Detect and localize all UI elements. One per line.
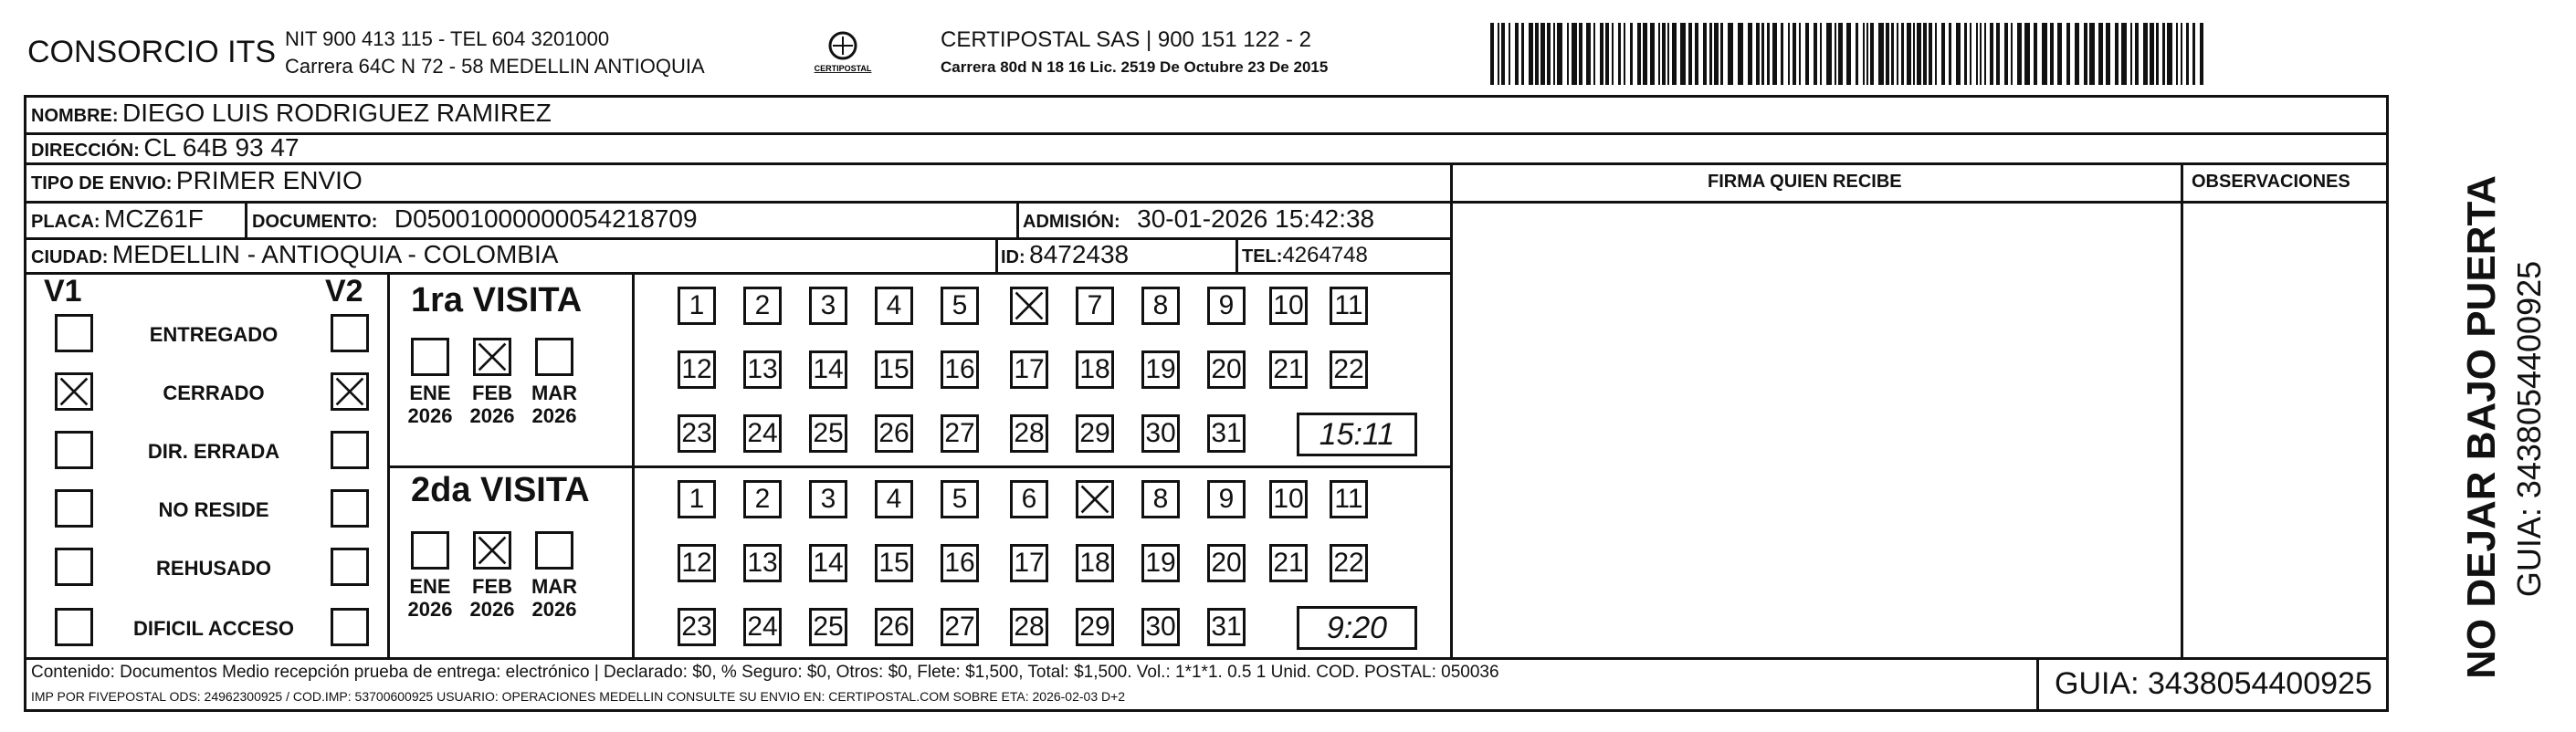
second-visit-day-24[interactable]: 24 [743,608,782,646]
month-year: 2026 [531,404,577,427]
footer-imp: IMP POR FIVEPOSTAL ODS: 24962300925 / COD.IMP: 53700600925 USUARIO: OPERACIONES MEDELLIN CONSULTE SU ENVIO EN: CERTIPOSTAL.COM SOBRE ETA: 2026-02-03 D+2 [31,689,1126,704]
company-name: CONSORCIO ITS [27,35,277,69]
barcode-bar [1521,23,1524,85]
first-visit-month-checkbox-mar[interactable] [535,338,573,376]
footer-guia: GUIA: 3438054400925 [2055,666,2372,701]
barcode-bar [1820,23,1822,85]
barcode-bar [1630,23,1633,85]
status-label: CERRADO [163,382,265,404]
second-visit-day-12[interactable]: 12 [678,544,716,582]
barcode-bar [1891,23,1894,85]
logo-text: CERTIPOSTAL [814,64,872,73]
second-visit-day-22[interactable]: 22 [1330,544,1368,582]
barcode-bar [2057,23,2062,85]
company-nit: NIT 900 413 115 - TEL 604 3201000 [285,27,610,50]
barcode-bar [2011,23,2013,85]
second-visit-day-7[interactable] [1076,480,1114,518]
barcode-bar [1781,23,1783,85]
tipo-envio-label: TIPO DE ENVIO: [31,173,173,193]
first-visit-month-checkbox-ene[interactable] [411,338,449,376]
v2-checkbox[interactable] [331,314,369,352]
barcode-bar [1814,23,1817,85]
barcode-bar [2135,23,2139,85]
barcode-bar [1720,23,1723,85]
barcode-bar [2089,23,2095,85]
barcode-bar [1941,23,1945,85]
barcode-bar [1658,23,1660,85]
second-visit-day-18[interactable]: 18 [1076,544,1114,582]
v2-checkbox[interactable] [331,489,369,528]
month-year: 2026 [407,598,453,621]
second-visit-day-8[interactable]: 8 [1141,480,1180,518]
barcode-bar [1643,23,1647,85]
admision-value: 30-01-2026 15:42:38 [1137,204,1375,233]
second-visit-month-checkbox-mar[interactable] [535,531,573,570]
barcode-bar [1600,23,1603,85]
month-year: 2026 [407,404,453,427]
tel-value: 4264748 [1282,243,1368,267]
barcode-bar [1805,23,1809,85]
form-frame [24,95,2389,712]
carrier-name: CERTIPOSTAL SAS | 900 151 122 - 2 [941,27,1311,52]
barcode-bar [1547,23,1551,85]
barcode-bar [1714,23,1719,85]
barcode-bar [1540,23,1545,85]
barcode-bar [1637,23,1641,85]
second-visit-day-1[interactable]: 1 [678,480,716,518]
barcode-bar [2106,23,2110,85]
second-visit-day-16[interactable]: 16 [941,544,979,582]
barcode-bar [2176,23,2178,85]
barcode-bar [2115,23,2119,85]
barcode-bar [1772,23,1777,85]
first-visit-day-28[interactable]: 28 [1010,414,1048,453]
barcode-bar [1901,23,1904,85]
v1-checkbox[interactable] [55,548,93,586]
barcode-bar [1728,23,1733,85]
first-visit-day-18[interactable]: 18 [1076,350,1114,389]
barcode-bar [2192,23,2195,85]
barcode-bar [1515,23,1519,85]
second-visit-month-checkbox-ene[interactable] [411,531,449,570]
second-visit-day-5[interactable]: 5 [941,480,979,518]
first-visit-day-29[interactable]: 29 [1076,414,1114,453]
observaciones-label: OBSERVACIONES [2192,172,2350,192]
second-visit-day-27[interactable]: 27 [941,608,979,646]
barcode-bar [1650,23,1655,85]
barcode-bar [2143,23,2148,85]
barcode-bar [2066,23,2070,85]
barcode-bar [2042,23,2047,85]
month-name: ENE [409,575,451,598]
barcode-bar [1793,23,1796,85]
barcode-bar [1688,23,1692,85]
second-visit-day-9[interactable]: 9 [1207,480,1246,518]
first-visit-month-label [465,382,520,427]
barcode-bar [1553,23,1555,85]
second-visit-day-31[interactable]: 31 [1207,608,1246,646]
second-visit-day-30[interactable]: 30 [1141,608,1180,646]
barcode-bar [1572,23,1577,85]
first-visit-day-9[interactable]: 9 [1207,287,1246,325]
month-name: FEB [472,575,512,598]
second-visit-month-checkbox-feb[interactable] [473,531,511,570]
status-label: ENTREGADO [149,323,279,346]
first-visit-day-19[interactable]: 19 [1141,350,1180,389]
second-visit-time-box[interactable]: 9:20 [1297,606,1417,650]
barcode-bar [1579,23,1582,85]
barcode-bar [1709,23,1712,85]
barcode-bar [1870,23,1874,85]
barcode-bar [1748,23,1752,85]
first-visit-day-30[interactable]: 30 [1141,414,1180,453]
placa-value: MCZ61F [104,204,204,233]
barcode-bar [2034,23,2037,85]
month-year: 2026 [469,598,515,621]
carrier-address: Carrera 80d N 18 16 Lic. 2519 De Octubre 23 De 2015 [941,58,1329,76]
barcode-bar [1846,23,1851,85]
no-dejar-warning: NO DEJAR BAJO PUERTA [2459,175,2504,679]
first-visit-day-12[interactable]: 12 [678,350,716,389]
barcode-bar [1866,23,1868,85]
first-visit-day-1[interactable]: 1 [678,287,716,325]
first-visit-day-23[interactable]: 23 [678,414,716,453]
barcode-bar [1593,23,1595,85]
barcode-bar [2075,23,2079,85]
barcode-bar [1976,23,1978,85]
barcode-bar [2200,23,2203,85]
barcode-bar [2050,23,2054,85]
barcode-bar [1624,23,1625,85]
barcode-bar [2024,23,2030,85]
first-visit-day-24[interactable]: 24 [743,414,782,453]
barcode-bar [1586,23,1591,85]
company-address: Carrera 64C N 72 - 58 MEDELLIN ANTIOQUIA [285,55,705,78]
barcode-bar [2098,23,2103,85]
admision-label: ADMISIÓN: [1023,212,1120,232]
first-visit-day-16[interactable]: 16 [941,350,979,389]
barcode-bar [1490,23,1494,85]
first-visit-title: 1ra VISITA [411,281,583,319]
first-visit-day-6[interactable] [1010,287,1048,325]
second-visit-month-label [527,575,582,621]
first-visit-day-13[interactable]: 13 [743,350,782,389]
barcode-bar [1535,23,1539,85]
first-visit-day-15[interactable]: 15 [875,350,913,389]
status-label: REHUSADO [156,557,271,580]
second-visit-day-23[interactable]: 23 [678,608,716,646]
v1-checkbox[interactable] [55,372,93,411]
barcode-bar [1756,23,1760,85]
barcode-bar [2186,23,2189,85]
v1-checkbox[interactable] [55,314,93,352]
id-label: ID: [1001,247,1025,267]
ciudad-label: CIUDAD: [31,247,109,267]
second-visit-day-20[interactable]: 20 [1207,544,1246,582]
first-visit-day-21[interactable]: 21 [1269,350,1308,389]
first-visit-day-14[interactable]: 14 [809,350,847,389]
second-visit-title: 2da VISITA [411,471,590,509]
barcode-bar [1856,23,1858,85]
barcode-bar [1612,23,1614,85]
barcode-bar [1826,23,1832,85]
second-visit-day-21[interactable]: 21 [1269,544,1308,582]
barcode-bar [1835,23,1836,85]
barcode-bar [1984,23,1986,85]
first-visit-day-22[interactable]: 22 [1330,350,1368,389]
barcode-bar [2162,23,2165,85]
v2-label: V2 [325,274,363,308]
barcode-bar [1886,23,1889,85]
v1-checkbox[interactable] [55,489,93,528]
barcode-bar [1878,23,1884,85]
direccion-value: CL 64B 93 47 [143,133,300,162]
first-visit-day-17[interactable]: 17 [1010,350,1048,389]
second-visit-day-28[interactable]: 28 [1010,608,1048,646]
barcode-bar [1799,23,1801,85]
barcode-bar [2167,23,2172,85]
v2-checkbox[interactable] [331,548,369,586]
barcode-bar [1662,23,1666,85]
barcode-bar [1897,23,1898,85]
status-label: DIR. ERRADA [147,440,280,463]
barcode-bar [2004,23,2008,85]
status-label: DIFICIL ACCESO [132,617,294,640]
firma-label: FIRMA QUIEN RECIBE [1708,172,1902,192]
barcode-bar [1996,23,2000,85]
barcode-bar [1695,23,1698,85]
certipostal-logo [811,27,875,82]
barcode-bar [1838,23,1843,85]
barcode-bar [1529,23,1533,85]
month-name: FEB [472,382,512,404]
barcode-bar [1913,23,1915,85]
first-visit-month-label [527,382,582,427]
second-visit-day-4[interactable]: 4 [875,480,913,518]
second-visit-day-6[interactable]: 6 [1010,480,1048,518]
tel-label: TEL: [1242,246,1283,267]
barcode-bar [1964,23,1967,85]
second-visit-day-3[interactable]: 3 [809,480,847,518]
barcode-bar [2017,23,2022,85]
barcode-bar [1929,23,1932,85]
month-name: ENE [409,382,451,404]
barcode-bar [1738,23,1743,85]
status-label: NO RESIDE [158,498,269,521]
barcode-bar [2084,23,2087,85]
footer-contenido: Contenido: Documentos Medio recepción prueba de entrega: electrónico | Declarado: $0, % Seguro: $0, Otros: $0, Flete: $1,500, Total: $1,500. Vol.: 1*1*1. 0.5 1 Unid. COD. POSTAL: 050036 [31,663,1499,682]
barcode-bar [1618,23,1621,85]
barcode [1488,23,2210,85]
first-visit-day-27[interactable]: 27 [941,414,979,453]
barcode-bar [1980,23,1982,85]
first-visit-day-5[interactable]: 5 [941,287,979,325]
nombre-label: NOMBRE: [31,106,119,126]
barcode-bar [1557,23,1562,85]
v1-label: V1 [44,274,82,308]
barcode-bar [1703,23,1707,85]
second-visit-month-label [465,575,520,621]
second-visit-month-label [403,575,457,621]
barcode-bar [1970,23,1971,85]
barcode-bar [1567,23,1569,85]
v1-checkbox[interactable] [55,608,93,646]
id-value: 8472438 [1029,240,1130,268]
barcode-bar [1907,23,1911,85]
month-year: 2026 [531,598,577,621]
month-name: MAR [531,575,578,598]
ciudad-value: MEDELLIN - ANTIOQUIA - COLOMBIA [111,240,559,268]
barcode-bar [1923,23,1927,85]
tipo-envio-value: PRIMER ENVIO [175,166,363,194]
v2-checkbox[interactable] [331,372,369,411]
direccion-label: DIRECCIÓN: [31,141,140,161]
second-visit-day-29[interactable]: 29 [1076,608,1114,646]
second-visit-day-13[interactable]: 13 [743,544,782,582]
nombre-value: DIEGO LUIS RODRIGUEZ RAMIREZ [122,99,552,127]
v2-checkbox[interactable] [331,431,369,469]
barcode-bar [2156,23,2159,85]
barcode-bar [1767,23,1770,85]
month-year: 2026 [469,404,515,427]
documento-value: D05001000000054218709 [394,204,698,233]
barcode-bar [1509,23,1510,85]
barcode-bar [1935,23,1937,85]
first-visit-time-box[interactable]: 15:11 [1297,413,1417,456]
barcode-bar [1956,23,1961,85]
barcode-bar [1949,23,1951,85]
second-visit-day-26[interactable]: 26 [875,608,913,646]
first-visit-day-7[interactable]: 7 [1076,287,1114,325]
barcode-bar [1672,23,1677,85]
barcode-bar [1990,23,1993,85]
barcode-bar [2130,23,2132,85]
month-name: MAR [531,382,578,404]
second-visit-day-15[interactable]: 15 [875,544,913,582]
v1-checkbox[interactable] [55,431,93,469]
first-visit-day-8[interactable]: 8 [1141,287,1180,325]
second-visit-day-25[interactable]: 25 [809,608,847,646]
second-visit-day-17[interactable]: 17 [1010,544,1048,582]
barcode-bar [1501,23,1505,85]
second-visit-day-14[interactable]: 14 [809,544,847,582]
placa-label: PLACA: [31,212,100,232]
second-visit-day-10[interactable]: 10 [1269,480,1308,518]
first-visit-day-25[interactable]: 25 [809,414,847,453]
first-visit-day-3[interactable]: 3 [809,287,847,325]
barcode-bar [1863,23,1865,85]
barcode-bar [1667,23,1669,85]
barcode-bar [1788,23,1790,85]
barcode-bar [2150,23,2154,85]
barcode-bar [1605,23,1609,85]
first-visit-day-26[interactable]: 26 [875,414,913,453]
barcode-bar [1917,23,1921,85]
barcode-bar [1761,23,1764,85]
first-visit-day-31[interactable]: 31 [1207,414,1246,453]
first-visit-day-11[interactable]: 11 [1330,287,1368,325]
first-visit-month-label [403,382,457,427]
first-visit-day-4[interactable]: 4 [875,287,913,325]
first-visit-day-10[interactable]: 10 [1269,287,1308,325]
barcode-bar [2181,23,2182,85]
second-visit-day-2[interactable]: 2 [743,480,782,518]
first-visit-day-20[interactable]: 20 [1207,350,1246,389]
documento-label: DOCUMENTO: [252,212,378,232]
side-guia: GUIA: 3438054400925 [2510,260,2548,598]
barcode-bar [1498,23,1499,85]
second-visit-day-19[interactable]: 19 [1141,544,1180,582]
second-visit-day-11[interactable]: 11 [1330,480,1368,518]
barcode-bar [2121,23,2127,85]
first-visit-day-2[interactable]: 2 [743,287,782,325]
first-visit-month-checkbox-feb[interactable] [473,338,511,376]
barcode-bar [1680,23,1686,85]
v2-checkbox[interactable] [331,608,369,646]
